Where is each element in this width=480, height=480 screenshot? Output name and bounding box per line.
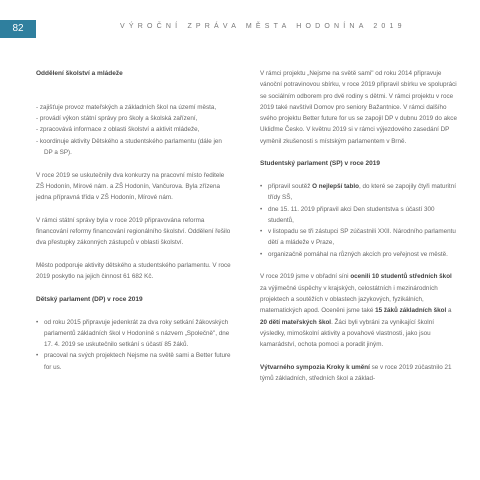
- list-item: - zajišťuje provoz mateřských a základních škol na území města,: [36, 103, 217, 111]
- left-column: [36, 68, 232, 384]
- list-item: • dne 15. 11. 2019 připravil akci Den studentstva s účastí 300 studentů,: [260, 204, 460, 227]
- dp-list: [36, 317, 232, 373]
- section-heading-dp: Dětský parlament (DP) v roce 2019: [36, 295, 143, 303]
- list-item: • v listopadu se tři zástupci SP zúčastnili XXII. Národního parlamentu dětí a mládeže v Praze,: [260, 226, 460, 249]
- paragraph: Město podporuje aktivity dětského a studentského parlamentu. V roce 2019 poskytlo na jejich činnost 61 682 Kč.: [36, 262, 231, 281]
- list-item: • pracoval na svých projektech Nejsme na světě sami a Better future for us.: [36, 350, 232, 373]
- right-column: [260, 68, 460, 396]
- list-item: - provádí výkon státní správy pro školy a školská zařízení,: [36, 115, 198, 123]
- list-item: • od roku 2015 připravuje jedenkrát za dva roky setkání žákovských parlamentů základních škol v Hodoníně s názvem „Společně", dne 17. 4. 2019 se uskutečnilo setkání s účastí 85 žáků.: [36, 317, 232, 351]
- list-item: • organizačně pomáhal na různých akcích pro veřejnost ve městě.: [260, 249, 460, 260]
- section-heading-sp: Studentský parlament (SP) v roce 2019: [260, 160, 380, 168]
- paragraph: V rámci státní správy byla v roce 2019 připravována reforma financování reformy financování regionálního školství. Oddělení řešilo dva přestupky zákonných zástupců v oblasti školství.: [36, 216, 231, 247]
- section-heading-school: Oddělení školství a mládeže: [36, 70, 123, 77]
- duties-list: [36, 102, 232, 158]
- list-item: • připravil soutěž O nejlepší tablo, do které se zapojily čtyři maturitní třídy SŠ,: [260, 181, 460, 204]
- list-item: - zpracovává informace z oblasti školství a aktivit mládeže,: [36, 126, 200, 134]
- sp-list: [260, 181, 460, 260]
- paragraph: V roce 2019 jsme v obřadní síni ocenili 10 studentů středních škol za výjimečné úspěchy v krajských, celostátních i mezinárodních projektech a soutěžích v oblastech jazykových, fyzikálních, matematických apod. Oceněni jsme také 15 žáků základních škol a 20 dětí mateřských škol. Žáci byli vybráni za vynikající školní výsledky, mimoškolní aktivity a povahové vlastnosti, jako jsou kamarádství, ochota pomoci a poradit jiným.: [260, 273, 452, 349]
- page-number: 82: [0, 20, 36, 38]
- running-header: VÝROČNÍ ZPRÁVA MĚSTA HODONÍNA 2019: [120, 23, 406, 30]
- paragraph: V roce 2019 se uskutečnily dva konkurzy na pracovní místo ředitele ZŠ Hodonín, Mírové nám. a ZŠ Hodonín, Vančurova. Byla zřízena jedna přípravná třída v ZŠ Hodonín, Mírové nám.: [36, 171, 225, 202]
- paragraph: Výtvarného sympozia Kroky k umění se v roce 2019 zúčastnilo 21 týmů základních, středních škol a základ-: [260, 363, 452, 383]
- paragraph: V rámci projektu „Nejsme na světě sami" od roku 2014 připravuje vánoční potravinovou sbírku, v roce 2019 připravil sbírku ve spolupráci se sociálním odborem pro dvě rodiny s dětmi. V rámci projektu v roce 2019 také navštívil Domov pro seniory Bažantnice. V rámci dalšího svého projektu Better future for us se zapojil DP v dubnu 2019 do akce Ukliďme Česko. V květnu 2019 si v rámci výjezdového zasedání DP vyměnil zkušenosti s místským parlamentem v Brně.: [260, 70, 457, 145]
- list-item: - koordinuje aktivity Dětského a studentského parlamentu (dále jen DP a SP).: [36, 137, 222, 157]
